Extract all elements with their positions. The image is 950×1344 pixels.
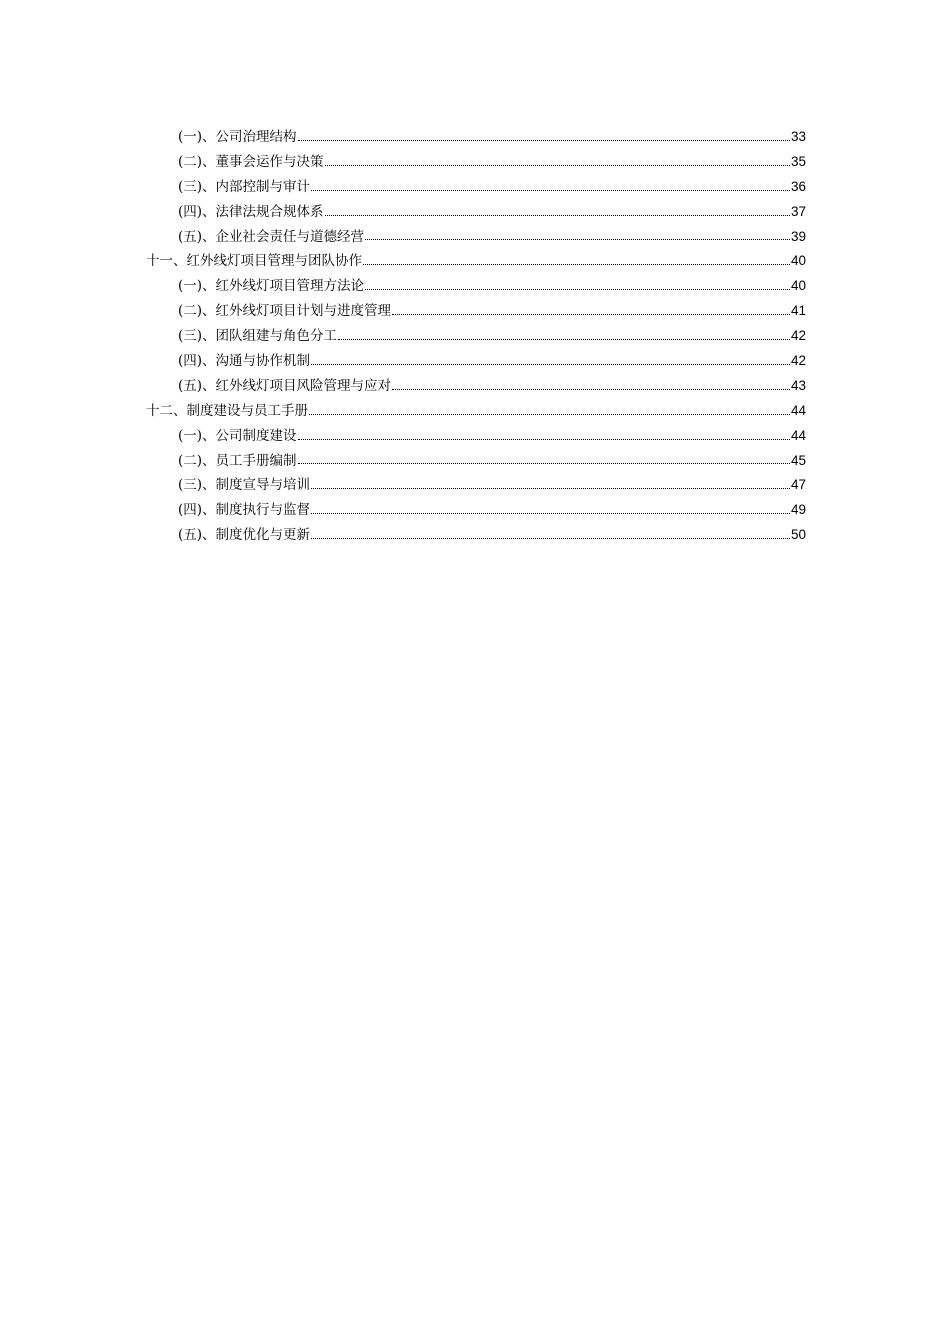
table-of-contents bbox=[146, 125, 806, 548]
toc-entry-title: (四)、制度执行与监督 bbox=[178, 502, 311, 519]
toc-entry[interactable] bbox=[146, 150, 806, 175]
toc-entry-title: (二)、董事会运作与决策 bbox=[178, 153, 324, 170]
toc-leader-dots bbox=[298, 462, 790, 464]
toc-entry-page: 40 bbox=[790, 278, 806, 294]
toc-entry-page: 43 bbox=[790, 377, 806, 393]
toc-entry-title: (三)、制度宣导与培训 bbox=[178, 477, 311, 494]
toc-entry[interactable] bbox=[146, 225, 806, 250]
toc-entry-page: 50 bbox=[790, 527, 806, 543]
toc-leader-dots bbox=[311, 487, 790, 489]
toc-entry-title: (三)、内部控制与审计 bbox=[178, 178, 311, 195]
toc-entry[interactable] bbox=[146, 175, 806, 200]
toc-entry[interactable] bbox=[146, 498, 806, 523]
toc-entry[interactable] bbox=[146, 125, 806, 150]
toc-leader-dots bbox=[365, 288, 790, 290]
toc-leader-dots bbox=[298, 438, 790, 440]
toc-entry-title: (五)、企业社会责任与道德经营 bbox=[178, 228, 365, 245]
toc-entry-page: 44 bbox=[790, 402, 806, 418]
toc-entry-title: (一)、红外线灯项目管理方法论 bbox=[178, 278, 365, 295]
toc-entry-title: (二)、红外线灯项目计划与进度管理 bbox=[178, 303, 392, 320]
toc-entry-page: 40 bbox=[790, 253, 806, 269]
toc-entry-page: 36 bbox=[790, 178, 806, 194]
toc-entry[interactable] bbox=[146, 449, 806, 474]
toc-leader-dots bbox=[365, 238, 790, 240]
toc-leader-dots bbox=[309, 413, 790, 415]
toc-entry-page: 45 bbox=[790, 452, 806, 468]
toc-entry-page: 41 bbox=[790, 303, 806, 319]
toc-entry-page: 35 bbox=[790, 153, 806, 169]
toc-entry-title: 十一、红外线灯项目管理与团队协作 bbox=[146, 253, 362, 270]
toc-entry-page: 42 bbox=[790, 328, 806, 344]
toc-entry-title: 十二、制度建设与员工手册 bbox=[146, 402, 308, 419]
toc-entry-title: (四)、沟通与协作机制 bbox=[178, 353, 311, 370]
toc-entry-title: (一)、公司制度建设 bbox=[178, 427, 297, 444]
toc-entry-title: (二)、员工手册编制 bbox=[178, 452, 297, 469]
toc-entry-page: 49 bbox=[790, 502, 806, 518]
toc-entry-title: (三)、团队组建与角色分工 bbox=[178, 328, 338, 345]
toc-entry[interactable] bbox=[146, 523, 806, 548]
toc-leader-dots bbox=[338, 338, 790, 340]
toc-entry-page: 37 bbox=[790, 203, 806, 219]
toc-entry[interactable] bbox=[146, 299, 806, 324]
toc-entry-title: (五)、制度优化与更新 bbox=[178, 527, 311, 544]
toc-entry[interactable] bbox=[146, 473, 806, 498]
toc-entry-page: 47 bbox=[790, 477, 806, 493]
toc-entry[interactable] bbox=[146, 374, 806, 399]
toc-leader-dots bbox=[311, 537, 790, 539]
toc-entry-title: (五)、红外线灯项目风险管理与应对 bbox=[178, 377, 392, 394]
toc-entry[interactable] bbox=[146, 274, 806, 299]
toc-entry[interactable] bbox=[146, 200, 806, 225]
toc-entry-page: 33 bbox=[790, 129, 806, 144]
toc-leader-dots bbox=[325, 214, 790, 216]
toc-leader-dots bbox=[325, 164, 790, 166]
toc-leader-dots bbox=[311, 363, 790, 365]
toc-leader-dots bbox=[363, 263, 790, 265]
toc-entry-page: 39 bbox=[790, 228, 806, 244]
toc-entry-title: (四)、法律法规合规体系 bbox=[178, 203, 324, 220]
toc-entry[interactable] bbox=[146, 324, 806, 349]
toc-leader-dots bbox=[311, 512, 790, 514]
toc-entry[interactable] bbox=[146, 424, 806, 449]
toc-entry-page: 42 bbox=[790, 353, 806, 369]
toc-leader-dots bbox=[311, 189, 790, 191]
toc-entry-page: 44 bbox=[790, 427, 806, 443]
toc-entry-title: (一)、公司治理结构 bbox=[178, 129, 297, 145]
toc-entry[interactable] bbox=[146, 349, 806, 374]
toc-chapter-entry[interactable] bbox=[146, 399, 806, 424]
toc-chapter-entry[interactable] bbox=[146, 249, 806, 274]
toc-leader-dots bbox=[392, 313, 790, 315]
toc-leader-dots bbox=[298, 139, 790, 141]
toc-leader-dots bbox=[392, 388, 790, 390]
